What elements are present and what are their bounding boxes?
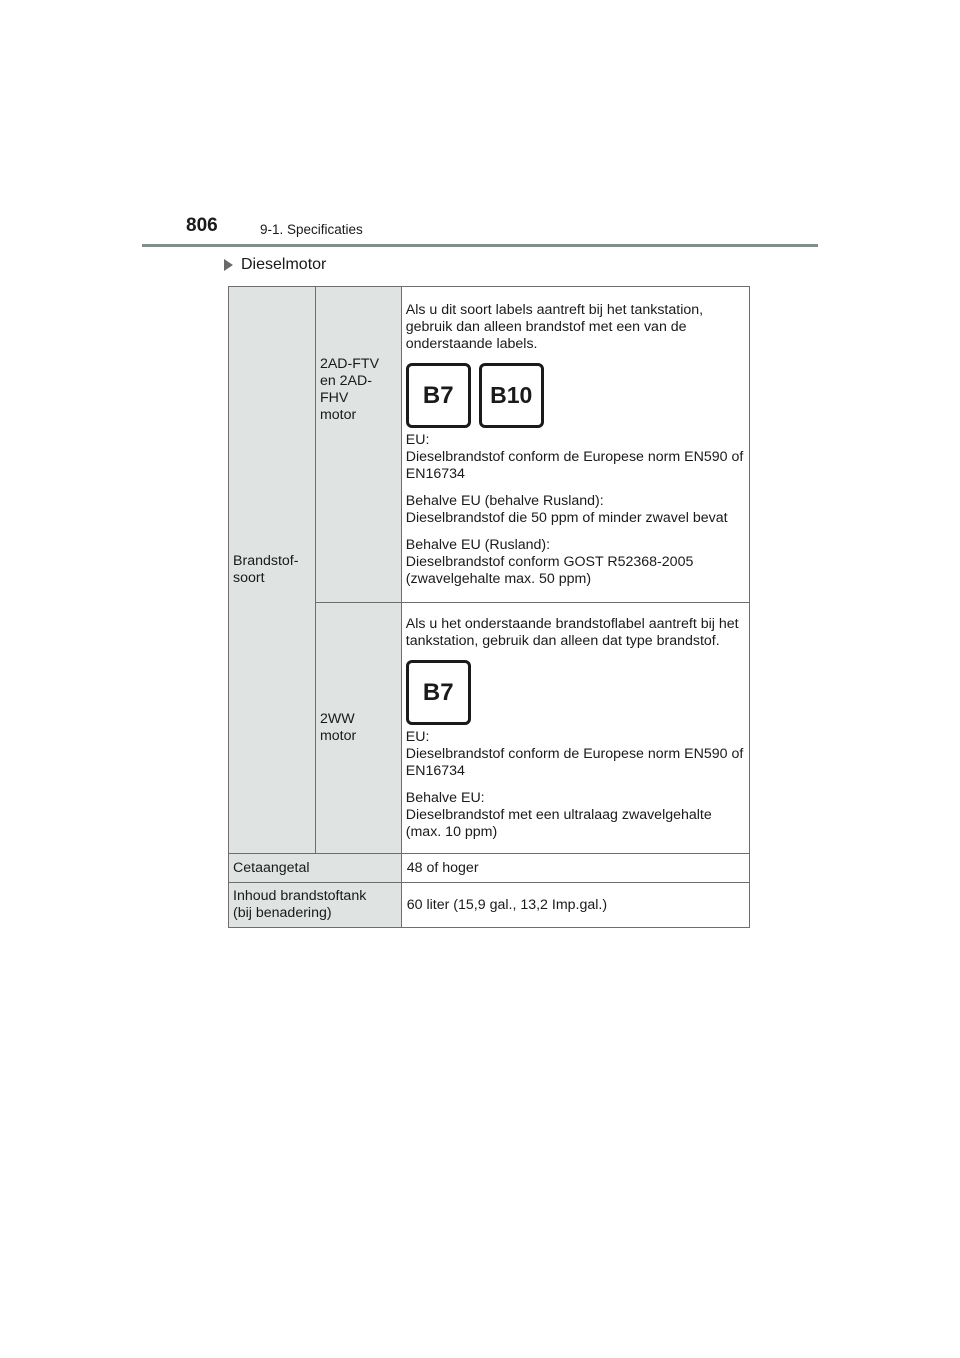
- engine2-non-eu: [406, 790, 745, 841]
- header-divider: [142, 244, 818, 247]
- engine2-non-eu-title: Behalve EU:: [405, 789, 485, 806]
- engine1-non-eu-title: Behalve EU (behalve Rusland):: [405, 492, 604, 509]
- tank-label: Inhoud brandstoftank (bij benadering): [233, 888, 367, 921]
- tank-value: 60 liter (15,9 gal., 13,2 Imp.gal.): [406, 896, 608, 913]
- cetane-value-cell: [401, 854, 749, 883]
- triangle-bullet-icon: [224, 259, 233, 271]
- engine1-desc-cell: [401, 287, 749, 603]
- sub-heading-text: Dieselmotor: [241, 256, 327, 273]
- engine1-label-cell: [315, 287, 401, 603]
- engine2-label: 2WW motor: [319, 711, 357, 744]
- fuel-label-b7-icon: B7: [406, 660, 471, 725]
- engine1-eu: [406, 432, 745, 483]
- tank-value-cell: [401, 883, 749, 928]
- section-title: 9-1. Specificaties: [260, 222, 363, 237]
- engine1-eu-title: EU:: [405, 431, 430, 448]
- engine2-eu: [406, 729, 745, 780]
- fuel-label-b10-icon: B10: [479, 363, 544, 428]
- engine2-eu-title: EU:: [405, 728, 430, 745]
- engine2-desc-cell: [401, 603, 749, 854]
- engine1-russia: [406, 537, 745, 588]
- cetane-label-cell: [229, 854, 402, 883]
- engine1-label: 2AD-FTV en 2AD- FHV motor: [319, 355, 380, 423]
- fuel-type-label-cell: [229, 287, 316, 854]
- engine2-intro: Als u het onderstaande brandstoflabel aantreft bij het tankstation, gebruik dan alleen dat type brandstof.: [405, 615, 739, 649]
- engine1-non-eu-text: Dieselbrandstof die 50 ppm of minder zwavel bevat: [405, 509, 728, 526]
- spec-table: [228, 286, 750, 928]
- engine2-eu-text: Dieselbrandstof conform de Europese norm EN590 of EN16734: [405, 745, 744, 779]
- table-row: [229, 287, 750, 603]
- engine2-non-eu-text: Dieselbrandstof met een ultralaag zwavelgehalte (max. 10 ppm): [405, 806, 712, 840]
- engine2-label-cell: [315, 603, 401, 854]
- engine1-russia-text: Dieselbrandstof conform GOST R52368-2005 (zwavelgehalte max. 50 ppm): [405, 553, 694, 587]
- tank-label-cell: [229, 883, 402, 928]
- fuel-type-label: Brandstof- soort: [233, 553, 299, 586]
- sub-heading: [224, 256, 326, 274]
- table-row: [229, 883, 750, 928]
- engine2-fuel-labels: [406, 660, 745, 725]
- table-row: [229, 854, 750, 883]
- cetane-label: Cetaangetal: [233, 859, 310, 876]
- engine1-russia-title: Behalve EU (Rusland):: [405, 536, 551, 553]
- page-number: 806: [186, 215, 218, 236]
- cetane-value: 48 of hoger: [406, 859, 479, 876]
- engine1-fuel-labels: [406, 363, 745, 428]
- fuel-label-b7-icon: B7: [406, 363, 471, 428]
- engine1-eu-text: Dieselbrandstof conform de Europese norm EN590 of EN16734: [405, 448, 744, 482]
- engine1-intro: Als u dit soort labels aantreft bij het tankstation, gebruik dan alleen brandstof met een van de onderstaande labels.: [405, 301, 704, 352]
- engine1-non-eu: [406, 493, 745, 527]
